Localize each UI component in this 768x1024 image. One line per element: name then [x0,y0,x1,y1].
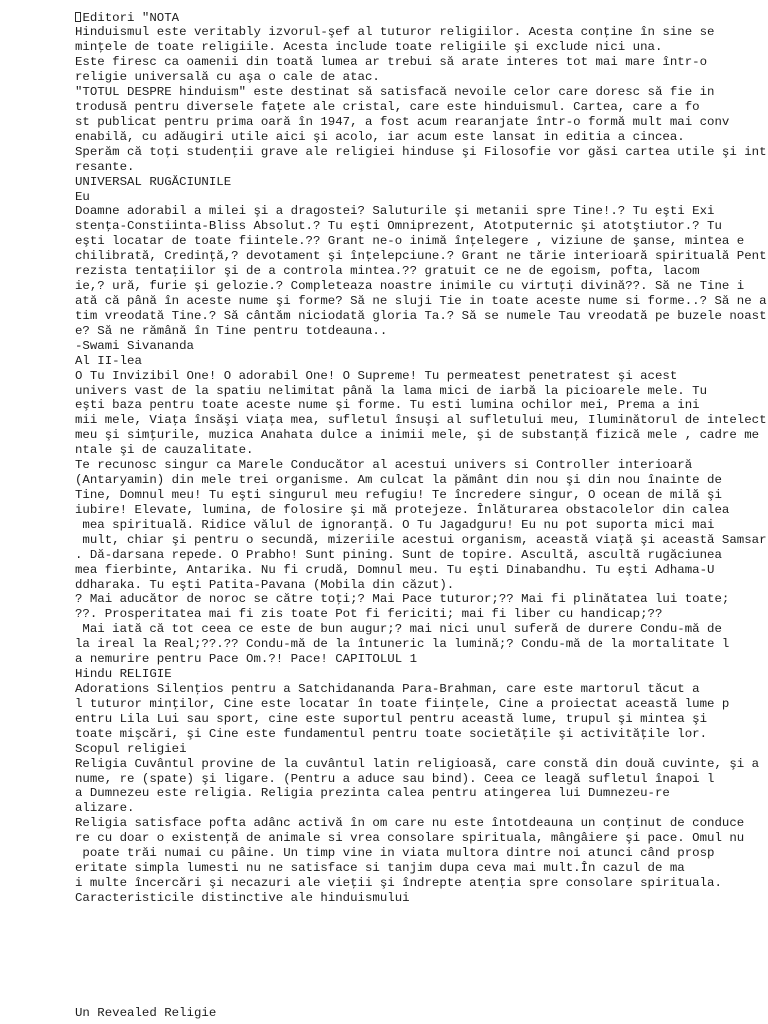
text-line: ??. Prosperitatea mai fi zis toate Pot fi fericiti; mai fi liber cu handicap;?? [75,607,663,622]
text-line: trodusă pentru diversele faţete ale cristal, care este hinduismul. Cartea, care a fo [75,100,700,115]
next-subsection-heading: Un Revealed Religie [75,1005,217,1020]
section-heading: Hindu RELIGIE [75,667,172,682]
text-line: meu şi simţurile, muzica Anahata dulce a inimii mele, şi de substanţă fizică mele , cadre me [75,428,760,443]
editor-note-title [75,11,768,26]
text-line: nume, re (spate) şi ligare. (Pentru a aduce sau bind). Ceea ce leagă sufletul înapoi l [75,771,715,786]
subsection-heading: Scopul religiei [75,741,187,756]
text-line: mii mele, Viaţa însăşi viaţa mea, sufletul însuşi al sufletului meu, Iluminătorul de intelect [75,413,767,428]
subsection-heading: Eu [75,189,90,204]
missing-glyph-box-icon [75,12,81,22]
subsection-heading: Caracteristicile distinctive ale hinduismului [75,890,410,905]
text-line: entru Lila Lui sau sport, cine este suportul pentru această lume, trupul şi mintea şi [75,711,708,726]
text-line: "TOTUL DESPRE hinduism" este destinat să satisfacă nevoile celor care doresc să fie in [75,85,715,100]
text-line: mea spirituală. Ridice vălul de ignoranţă. O Tu Jagadguru! Eu nu pot suporta mici mai [75,517,715,532]
text-line: Tine, Domnul meu! Tu eşti singurul meu refugiu! Te încredere singur, O ocean de milă şi [75,488,722,502]
text-line: mea fierbinte, Antarika. Nu fi crudă, Domnul meu. Tu eşti Dinabandhu. Tu eşti Adhama-U [75,562,715,577]
text-line: eşti baza pentru toate aceste nume şi forme. Tu esti lumina ochilor mei, Prema a ini [75,398,700,413]
text-line: eritate simpla lumesti nu ne satisface si tanjim dupa ceva mai mult.În cazul de ma [75,861,685,876]
text-line: la ireal la Real;??.?? Condu-mă de la întuneric la lumină;? Condu-mă de la mortalitate l [75,637,730,652]
text-line: ddharaka. Tu eşti Patita-Pavana (Mobila din căzut). [75,577,455,592]
text-line: ată că până în aceste nume şi forme? Să ne sluji Tie in toate aceste nume si forme..? Să ne a [75,294,767,309]
text-line: mult, chiar şi pentru o secundă, mizeriile acestui organism, această viaţă şi această Samsar [75,532,767,547]
text-line: stenţa-Constiinta-Bliss Absolut.? Tu eşti Omniprezent, Atotputernic şi atotştiutor.? Tu [75,219,722,234]
subsection-heading: Al II-lea [75,353,142,368]
text-line: Religia Cuvântul provine de la cuvântul latin religioasă, care constă din două cuvinte, şi a [75,756,760,771]
text-line: ? Mai aducător de noroc se către toţi;? Mai Pace tuturor;?? Mai fi plinătatea lui toate; [75,592,730,607]
text-line: l tuturor minţilor, Cine este locatar în toate fiinţele, Cine a proiectat această lume p [75,696,730,711]
text-line: resante. [75,159,135,174]
text-line: alizare. [75,801,135,816]
text-line: Te recunosc singur ca Marele Conducător al acestui univers si Controller interioară [75,458,693,473]
text-line: re cu doar o existenţă de animale si vrea consolare spirituala, mângâiere şi pace. Omul nu [75,831,745,846]
text-line: e? Să ne rămână în Tine pentru totdeauna.. [75,323,388,338]
document-text [75,11,768,906]
text-line: toate mişcări, şi Cine este fundamentul pentru toate societăţile şi activităţile lor. [75,726,708,741]
text-line: . Dă-darsana repede. O Prabho! Sunt pining. Sunt de topire. Ascultă, ascultă rugăciunea [75,547,722,562]
text-line: Adorations Silenţios pentru a Satchidananda Para-Brahman, care este martorul tăcut a [75,681,700,696]
text-line: a nemurire pentru Pace Om.?! Pace! CAPITOLUL 1 [75,652,418,667]
text-line: Religia satisface pofta adânc activă în om care nu este întotdeauna un conţinut de conduce [75,816,745,831]
text-line: (Antaryamin) din mele trei organisme. Am culcat la pământ din nou şi din nou înainte de [75,473,722,488]
text-line: tim vreodată Tine.? Să cântăm niciodată gloria Ta.? Să se numele Tau vreodată pe buzele noast [75,308,767,323]
text-line: Hinduismul este veritably izvorul-şef al tuturor religiilor. Acesta conţine în sine se [75,25,715,40]
text-line: religie universală cu aşa o cale de atac. [75,70,380,85]
editor-note-title-text: Editori "NOTA [82,10,180,25]
attribution: -Swami Sivananda [75,338,194,353]
text-line: iubire! Elevate, lumina, de folosire şi mă protejeze. Înlăturarea obstacolelor din calea [75,502,730,517]
section-heading: UNIVERSAL RUGĂCIUNILE [75,174,232,189]
text-line: ntale şi de cauzalitate. [75,443,254,458]
text-line: st publicat pentru prima oară în 1947, a fost acum rearanjate într-o formă mult mai conv [75,114,730,129]
text-line: Mai iată că tot ceea ce este de bun augur;? mai nici unul suferă de durere Condu-mă de [75,622,722,637]
text-line: Sperăm că toţi studenţii grave ale religiei hinduse şi Filosofie vor găsi cartea utile şi int [75,144,767,159]
text-line: rezista tentaţiilor şi de a controla mintea.?? gratuit ce ne de egoism, pofta, lacom [75,264,700,279]
text-line: eşti locatar de toate fiintele.?? Grant ne-o inimă înţelegere , viziune de şanse, mintea e [75,234,745,249]
text-line: i multe încercări şi necazuri ale vieţii şi îndrepte atenţia spre consolare spirituala. [75,875,722,890]
text-line: O Tu Invizibil One! O adorabil One! O Supreme! Tu permeatest penetratest şi acest [75,368,678,383]
text-line: ie,? ură, furie şi gelozie.? Completeaza noastre inimile cu virtuţi divină??. Să ne Tine i [75,279,745,294]
text-line: Este firesc ca oamenii din toată lumea ar trebui să arate interes tot mai mare într-o [75,55,708,70]
text-line: a Dumnezeu este religia. Religia prezinta calea pentru atingerea lui Dumnezeu-re [75,786,670,801]
text-line: chilibrată, Credinţă,? devotament şi înţelepciune.? Grant ne tărie interioară spirituală Pent [75,249,767,264]
text-line: univers vast de la spatiu nelimitat până la lama mici de iarbă la picioarele mele. Tu [75,383,708,398]
text-line: enabilă, cu adăugiri utile aici şi acolo, iar acum este lansat in editia a cincea. [75,129,685,144]
text-line: Doamne adorabil a milei şi a dragostei? Saluturile şi metanii spre Tine!.? Tu eşti Exi [75,204,715,219]
text-line: poate trăi numai cu pâine. Un timp vine in viata multora dintre noi atunci când prosp [75,846,715,861]
text-line: minţele de toate religiile. Acesta include toate religiile şi exclude nici una. [75,40,663,55]
